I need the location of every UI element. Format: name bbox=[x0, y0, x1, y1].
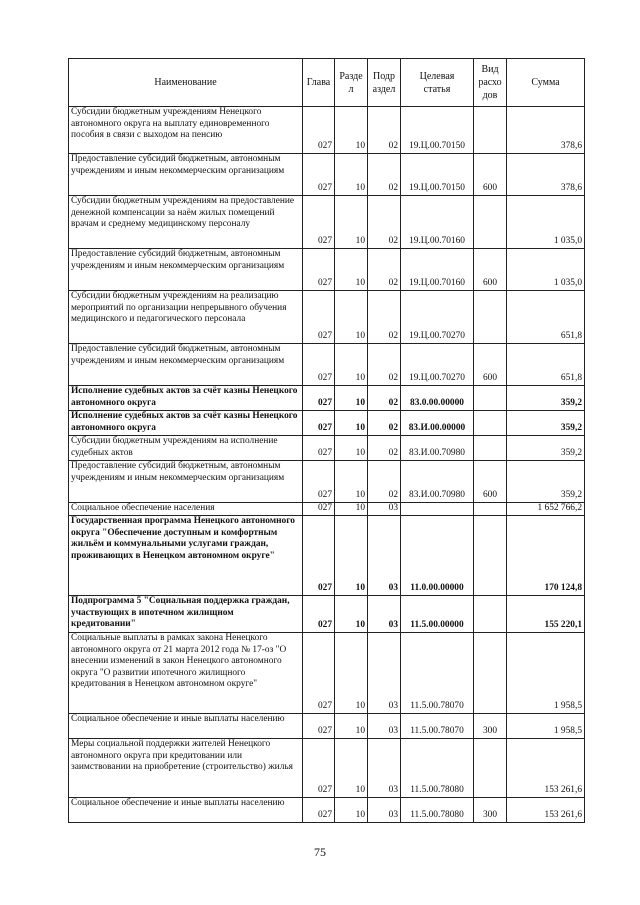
cell-podrazdel: 03 bbox=[368, 503, 401, 516]
cell-podrazdel: 02 bbox=[368, 291, 401, 344]
cell-target: 19.Ц.00.70150 bbox=[401, 154, 474, 196]
cell-razdel: 10 bbox=[335, 714, 368, 739]
cell-podrazdel: 03 bbox=[368, 516, 401, 596]
cell-target: 83.И.00.70980 bbox=[401, 461, 474, 503]
table-row bbox=[69, 516, 585, 596]
cell-razdel: 10 bbox=[335, 461, 368, 503]
cell-name: Исполнение судебных актов за счёт казны Ненецкого автономного округа bbox=[69, 386, 303, 411]
cell-name: Субсидии бюджетным учреждениям Ненецкого автономного округа на выплату единовременного пособия в связи с выходом на пенсию bbox=[69, 107, 303, 154]
table-row bbox=[69, 249, 585, 291]
table-row bbox=[69, 714, 585, 739]
cell-name: Социальные выплаты в рамках закона Ненецкого автономного округа от 21 марта 2012 года № 17-оз "О внесении изменений в закон Ненецкого автономного округа "О развитии ипотечного жилищного кредитования в Ненецком автономном округе" bbox=[69, 633, 303, 714]
page-number: 75 bbox=[314, 845, 326, 859]
cell-sum: 651,8 bbox=[507, 344, 585, 386]
header-target: Целевая статья bbox=[401, 59, 474, 107]
cell-target: 83.И.00.70980 bbox=[401, 436, 474, 461]
cell-razdel: 10 bbox=[335, 154, 368, 196]
cell-target: 83.0.00.00000 bbox=[401, 386, 474, 411]
cell-razdel: 10 bbox=[335, 798, 368, 823]
cell-glava: 027 bbox=[303, 461, 335, 503]
cell-target bbox=[401, 503, 474, 516]
cell-name: Предоставление субсидий бюджетным, автономным учреждениям и иным некоммерческим организациям bbox=[69, 154, 303, 196]
cell-sum: 1 958,5 bbox=[507, 714, 585, 739]
cell-razdel: 10 bbox=[335, 386, 368, 411]
cell-name: Социальное обеспечение и иные выплаты населению bbox=[69, 714, 303, 739]
cell-vid bbox=[474, 503, 507, 516]
cell-sum: 359,2 bbox=[507, 436, 585, 461]
cell-glava: 027 bbox=[303, 739, 335, 798]
cell-razdel: 10 bbox=[335, 503, 368, 516]
cell-vid bbox=[474, 436, 507, 461]
cell-glava: 027 bbox=[303, 436, 335, 461]
cell-vid bbox=[474, 386, 507, 411]
cell-glava: 027 bbox=[303, 596, 335, 633]
cell-podrazdel: 03 bbox=[368, 739, 401, 798]
header-sum: Сумма bbox=[507, 59, 585, 107]
table-row bbox=[69, 344, 585, 386]
cell-name: Социальное обеспечение населения bbox=[69, 503, 303, 516]
cell-glava: 027 bbox=[303, 196, 335, 249]
cell-razdel: 10 bbox=[335, 411, 368, 436]
cell-glava: 027 bbox=[303, 516, 335, 596]
cell-sum: 153 261,6 bbox=[507, 798, 585, 823]
cell-target: 11.5.00.78070 bbox=[401, 633, 474, 714]
cell-razdel: 10 bbox=[335, 516, 368, 596]
header-glava: Глава bbox=[303, 59, 335, 107]
cell-glava: 027 bbox=[303, 503, 335, 516]
cell-vid: 600 bbox=[474, 154, 507, 196]
budget-table bbox=[68, 58, 585, 823]
cell-vid bbox=[474, 107, 507, 154]
cell-target: 19.Ц.00.70270 bbox=[401, 291, 474, 344]
cell-name: Меры социальной поддержки жителей Ненецкого автономного округа при кредитовании или заимствовании на приобретение (строительство) жилья bbox=[69, 739, 303, 798]
cell-sum: 359,2 bbox=[507, 386, 585, 411]
table-row bbox=[69, 503, 585, 516]
cell-podrazdel: 03 bbox=[368, 633, 401, 714]
table-row bbox=[69, 386, 585, 411]
cell-razdel: 10 bbox=[335, 739, 368, 798]
cell-target: 11.5.00.78070 bbox=[401, 714, 474, 739]
cell-sum: 378,6 bbox=[507, 107, 585, 154]
cell-name: Подпрограмма 5 "Социальная поддержка граждан, участвующих в ипотечном жилищном кредитовании" bbox=[69, 596, 303, 633]
header-name: Наименование bbox=[69, 59, 303, 107]
table-body bbox=[69, 107, 585, 823]
header-vid: Вид расхо дов bbox=[474, 59, 507, 107]
cell-vid bbox=[474, 516, 507, 596]
cell-target: 11.5.00.00000 bbox=[401, 596, 474, 633]
cell-razdel: 10 bbox=[335, 633, 368, 714]
cell-sum: 651,8 bbox=[507, 291, 585, 344]
cell-razdel: 10 bbox=[335, 291, 368, 344]
cell-glava: 027 bbox=[303, 714, 335, 739]
table-row bbox=[69, 436, 585, 461]
cell-sum: 1 035,0 bbox=[507, 196, 585, 249]
cell-podrazdel: 03 bbox=[368, 596, 401, 633]
cell-glava: 027 bbox=[303, 386, 335, 411]
cell-podrazdel: 02 bbox=[368, 436, 401, 461]
cell-glava: 027 bbox=[303, 249, 335, 291]
cell-glava: 027 bbox=[303, 107, 335, 154]
cell-razdel: 10 bbox=[335, 436, 368, 461]
cell-sum: 1 958,5 bbox=[507, 633, 585, 714]
cell-vid bbox=[474, 291, 507, 344]
cell-vid bbox=[474, 739, 507, 798]
cell-name: Исполнение судебных актов за счёт казны Ненецкого автономного округа bbox=[69, 411, 303, 436]
cell-sum: 1 035,0 bbox=[507, 249, 585, 291]
cell-razdel: 10 bbox=[335, 344, 368, 386]
cell-glava: 027 bbox=[303, 291, 335, 344]
cell-glava: 027 bbox=[303, 633, 335, 714]
cell-vid: 300 bbox=[474, 714, 507, 739]
cell-sum: 378,6 bbox=[507, 154, 585, 196]
cell-vid: 300 bbox=[474, 798, 507, 823]
cell-name: Предоставление субсидий бюджетным, автономным учреждениям и иным некоммерческим организациям bbox=[69, 249, 303, 291]
cell-vid bbox=[474, 596, 507, 633]
cell-vid bbox=[474, 411, 507, 436]
header-razdel: Разде л bbox=[335, 59, 368, 107]
cell-name: Предоставление субсидий бюджетным, автономным учреждениям и иным некоммерческим организациям bbox=[69, 461, 303, 503]
cell-podrazdel: 02 bbox=[368, 386, 401, 411]
cell-vid bbox=[474, 196, 507, 249]
cell-glava: 027 bbox=[303, 411, 335, 436]
table-row bbox=[69, 461, 585, 503]
cell-podrazdel: 02 bbox=[368, 344, 401, 386]
cell-name: Социальное обеспечение и иные выплаты населению bbox=[69, 798, 303, 823]
cell-podrazdel: 03 bbox=[368, 714, 401, 739]
cell-vid bbox=[474, 633, 507, 714]
cell-glava: 027 bbox=[303, 154, 335, 196]
cell-name: Предоставление субсидий бюджетным, автономным учреждениям и иным некоммерческим организациям bbox=[69, 344, 303, 386]
cell-sum: 1 652 766,2 bbox=[507, 503, 585, 516]
cell-target: 11.5.00.78080 bbox=[401, 798, 474, 823]
table-row bbox=[69, 798, 585, 823]
cell-name: Государственная программа Ненецкого автономного округа "Обеспечение доступным и комфортным жильём и коммунальными услугами граждан, проживающих в Ненецком автономном округе" bbox=[69, 516, 303, 596]
cell-podrazdel: 02 bbox=[368, 249, 401, 291]
cell-sum: 359,2 bbox=[507, 411, 585, 436]
cell-razdel: 10 bbox=[335, 596, 368, 633]
table-row bbox=[69, 596, 585, 633]
cell-sum: 170 124,8 bbox=[507, 516, 585, 596]
cell-target: 83.И.00.00000 bbox=[401, 411, 474, 436]
cell-target: 19.Ц.00.70160 bbox=[401, 196, 474, 249]
cell-sum: 359,2 bbox=[507, 461, 585, 503]
cell-target: 19.Ц.00.70160 bbox=[401, 249, 474, 291]
table-row bbox=[69, 633, 585, 714]
cell-podrazdel: 03 bbox=[368, 798, 401, 823]
cell-podrazdel: 02 bbox=[368, 461, 401, 503]
cell-sum: 153 261,6 bbox=[507, 739, 585, 798]
cell-name: Субсидии бюджетным учреждениям на реализацию мероприятий по организации непрерывного обучения медицинского и педагогического персонала bbox=[69, 291, 303, 344]
cell-name: Субсидии бюджетным учреждениям на исполнение судебных актов bbox=[69, 436, 303, 461]
table-header-row bbox=[69, 59, 585, 107]
cell-sum: 155 220,1 bbox=[507, 596, 585, 633]
table-row bbox=[69, 154, 585, 196]
cell-target: 11.0.00.00000 bbox=[401, 516, 474, 596]
cell-podrazdel: 02 bbox=[368, 411, 401, 436]
cell-glava: 027 bbox=[303, 344, 335, 386]
cell-podrazdel: 02 bbox=[368, 196, 401, 249]
header-podrazdel: Подр аздел bbox=[368, 59, 401, 107]
cell-glava: 027 bbox=[303, 798, 335, 823]
cell-target: 11.5.00.78080 bbox=[401, 739, 474, 798]
table-row bbox=[69, 739, 585, 798]
cell-name: Субсидии бюджетным учреждениям на предоставление денежной компенсации за наём жилых помещений врачам и среднему медицинскому персоналу bbox=[69, 196, 303, 249]
cell-target: 19.Ц.00.70150 bbox=[401, 107, 474, 154]
cell-vid: 600 bbox=[474, 461, 507, 503]
table-row bbox=[69, 196, 585, 249]
cell-razdel: 10 bbox=[335, 196, 368, 249]
cell-podrazdel: 02 bbox=[368, 107, 401, 154]
table-row bbox=[69, 411, 585, 436]
cell-vid: 600 bbox=[474, 249, 507, 291]
table-row bbox=[69, 291, 585, 344]
table-row bbox=[69, 107, 585, 154]
cell-razdel: 10 bbox=[335, 249, 368, 291]
cell-razdel: 10 bbox=[335, 107, 368, 154]
cell-podrazdel: 02 bbox=[368, 154, 401, 196]
cell-vid: 600 bbox=[474, 344, 507, 386]
cell-target: 19.Ц.00.70270 bbox=[401, 344, 474, 386]
